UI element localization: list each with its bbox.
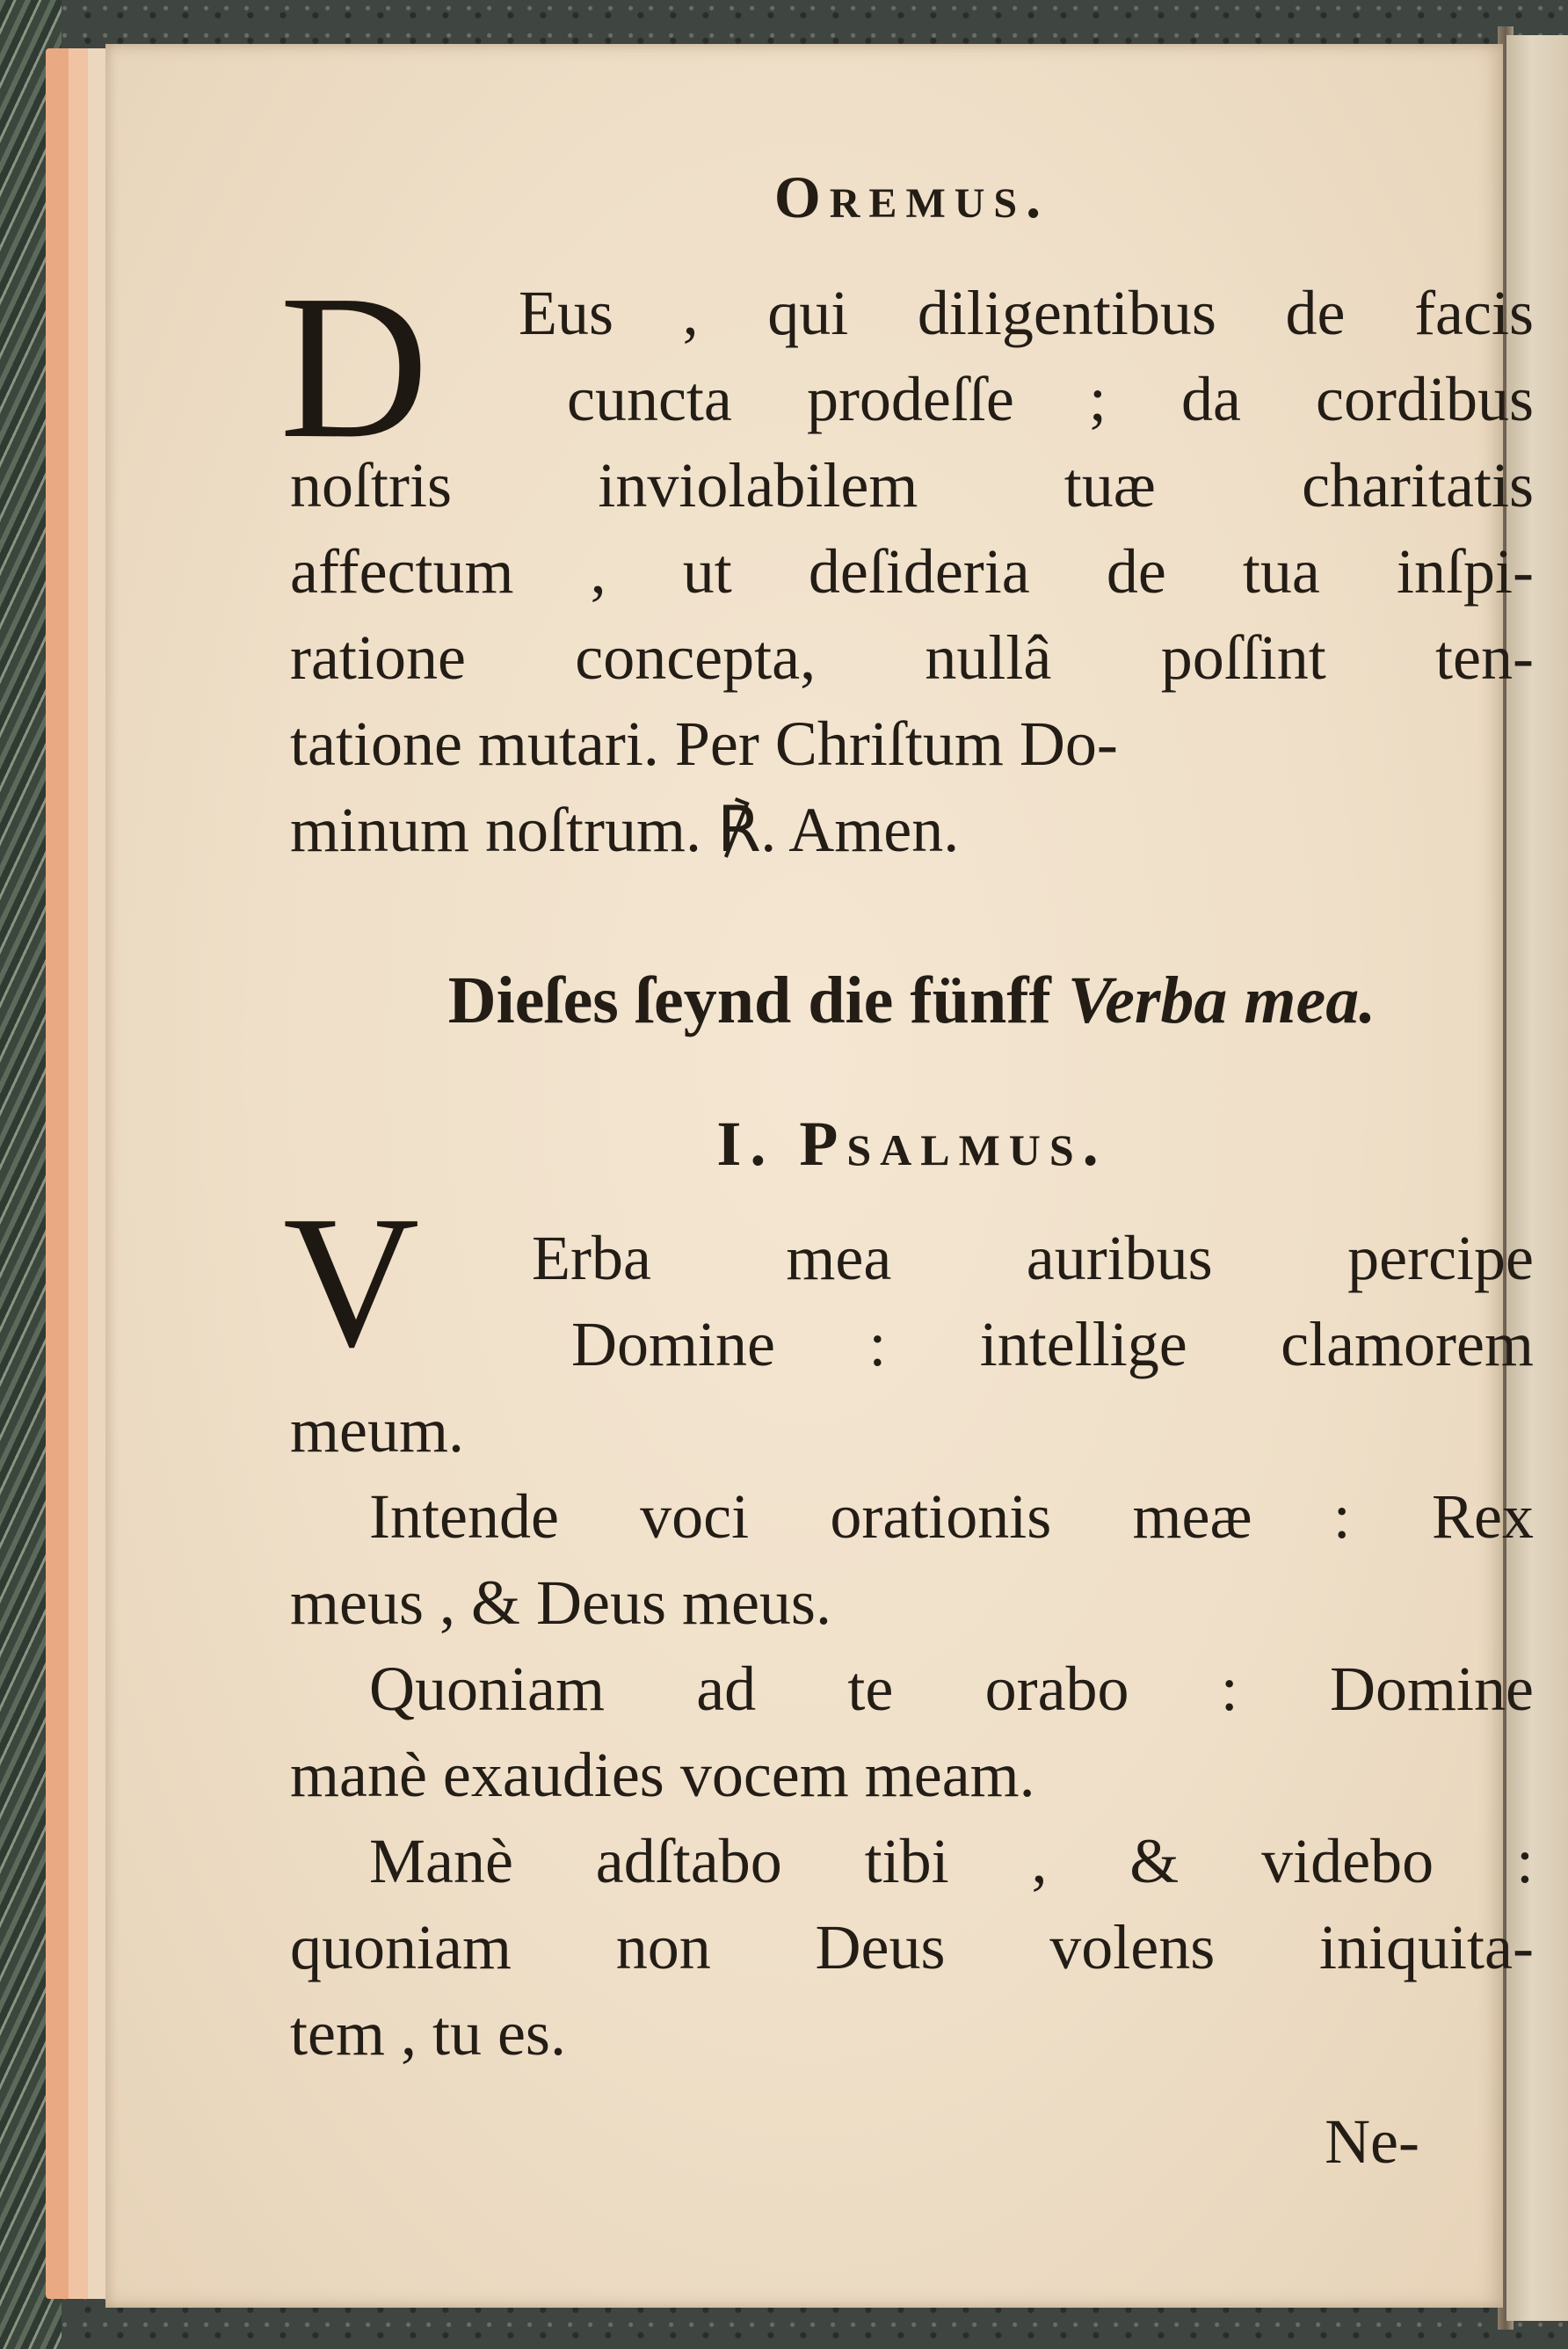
german-subheading-text: Dieſes ſeynd die fünff xyxy=(447,964,1051,1037)
psalm-line: tem , tu es. xyxy=(290,1998,566,2069)
prayer-line: ratione concepta, nullâ poſſint ten- xyxy=(290,622,1534,693)
german-subheading-latin: Verba mea. xyxy=(1067,964,1376,1037)
catchword: Ne- xyxy=(1325,2106,1419,2177)
prayer-line: noſtris inviolabilem tuæ charitatis xyxy=(290,450,1534,520)
oremus-heading: Oremus. xyxy=(773,164,1050,230)
drop-cap-d: D xyxy=(279,252,429,481)
psalm-line: Domine : intellige clamorem xyxy=(571,1309,1534,1379)
psalm-line: manè exaudies vocem meam. xyxy=(290,1740,1035,1810)
drop-cap-v: V xyxy=(283,1176,420,1386)
german-subheading xyxy=(290,963,1534,1039)
psalm-line: Erba mea auribus percipe xyxy=(532,1223,1534,1293)
prayer-line: minum noſtrum. ℟. Amen. xyxy=(290,795,960,865)
book-page xyxy=(105,44,1534,2308)
psalm-line: Quoniam ad te orabo : Domine xyxy=(369,1654,1534,1724)
psalm-line: meum. xyxy=(290,1395,464,1465)
prayer-line: cuncta prodeſſe ; da cordibus xyxy=(567,364,1534,434)
psalm-line: quoniam non Deus volens iniquita- xyxy=(290,1912,1534,1982)
prayer-line: Eus , qui diligentibus de facis xyxy=(519,278,1534,348)
prayer-line: affectum , ut deſideria de tua inſpi- xyxy=(290,536,1534,607)
psalm-heading: I. Psalmus. xyxy=(716,1109,1107,1179)
prayer-line: tatione mutari. Per Chriſtum Do- xyxy=(290,709,1118,779)
psalm-line: meus , & Deus meus. xyxy=(290,1567,831,1638)
psalm-line: Manè adſtabo tibi , & videbo : xyxy=(369,1826,1534,1896)
psalm-line: Intende voci orationis meæ : Rex xyxy=(369,1481,1534,1552)
